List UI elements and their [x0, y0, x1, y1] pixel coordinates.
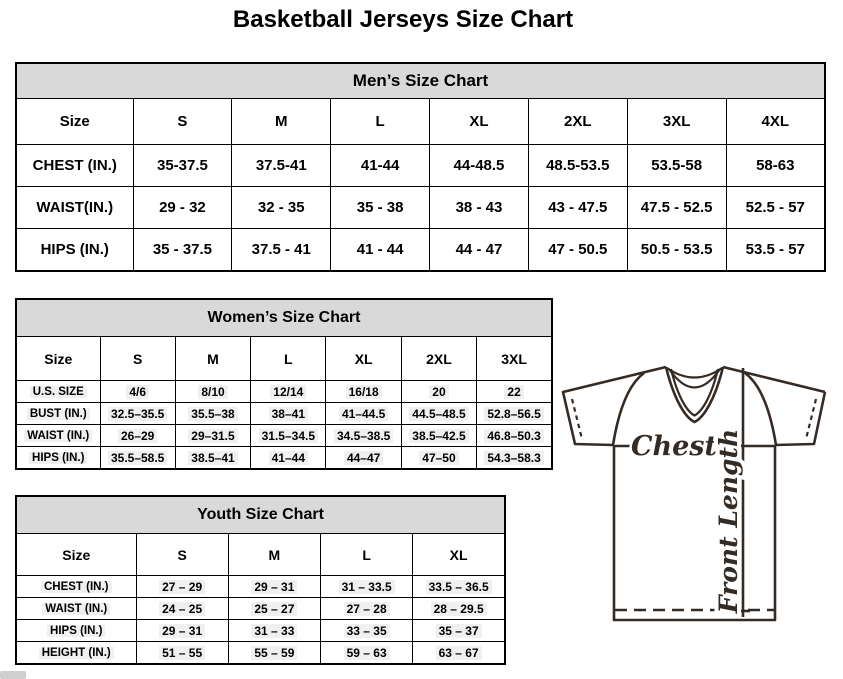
youth-table-row — [16, 598, 505, 620]
womens-value-cell — [175, 425, 250, 447]
mens-value-cell: 48.5-53.5 — [528, 145, 627, 187]
cell-text: HIPS (IN.) — [47, 625, 105, 637]
womens-value-cell — [477, 381, 552, 403]
youth-size-table — [15, 495, 506, 665]
youth-table-title: Youth Size Chart — [16, 496, 505, 534]
youth-value-cell — [136, 576, 228, 598]
cell-text: 27 – 28 — [344, 602, 390, 616]
cell-text: 63 – 67 — [436, 646, 482, 660]
youth-value-cell — [228, 598, 320, 620]
womens-value-cell — [175, 381, 250, 403]
mens-table-row — [16, 229, 825, 272]
mens-column-header: S — [133, 99, 232, 145]
cell-text: 34.5–38.5 — [334, 429, 393, 443]
jersey-outline — [723, 367, 825, 392]
womens-column-header: S — [100, 337, 175, 381]
mens-size-header: Size — [16, 99, 133, 145]
cell-text: 29–31.5 — [188, 429, 237, 443]
mens-value-cell: 35-37.5 — [133, 145, 232, 187]
mens-value-cell: 37.5 - 41 — [232, 229, 331, 272]
youth-column-header: XL — [413, 534, 505, 576]
womens-column-header: L — [251, 337, 326, 381]
mens-table-title: Men’s Size Chart — [16, 63, 825, 99]
womens-table-row — [16, 403, 552, 425]
cell-text: 44–47 — [344, 451, 383, 465]
youth-size-header: Size — [16, 534, 136, 576]
cell-text: 54.3–58.3 — [484, 451, 543, 465]
mens-value-cell: 41 - 44 — [331, 229, 430, 272]
mens-column-header: 4XL — [726, 99, 825, 145]
mens-value-cell: 41-44 — [331, 145, 430, 187]
cell-text: 16/18 — [346, 385, 382, 399]
womens-size-table — [15, 298, 553, 470]
mens-value-cell: 53.5-58 — [627, 145, 726, 187]
cell-text: BUST (IN.) — [27, 408, 90, 420]
womens-value-cell — [100, 425, 175, 447]
cell-text: 33.5 – 36.5 — [426, 580, 492, 594]
mens-row-label: CHEST (IN.) — [16, 145, 133, 187]
youth-value-cell — [321, 576, 413, 598]
womens-value-cell — [251, 381, 326, 403]
womens-table-row — [16, 447, 552, 470]
cell-text: 52.8–56.5 — [484, 407, 543, 421]
mens-value-cell: 44 - 47 — [430, 229, 529, 272]
mens-column-header: M — [232, 99, 331, 145]
cell-text: 25 – 27 — [251, 602, 297, 616]
mens-table-row — [16, 145, 825, 187]
youth-row-label — [16, 598, 136, 620]
youth-value-cell — [413, 620, 505, 642]
cell-text: 47–50 — [419, 451, 458, 465]
mens-size-table — [15, 62, 826, 272]
womens-value-cell — [100, 403, 175, 425]
cell-text: 59 – 63 — [344, 646, 390, 660]
cell-text: 27 – 29 — [159, 580, 205, 594]
cell-text: 12/14 — [270, 385, 306, 399]
mens-value-cell: 29 - 32 — [133, 187, 232, 229]
youth-column-header: M — [228, 534, 320, 576]
cell-text: 24 – 25 — [159, 602, 205, 616]
mens-value-cell: 43 - 47.5 — [528, 187, 627, 229]
womens-column-header: 3XL — [477, 337, 552, 381]
youth-column-header: L — [321, 534, 413, 576]
womens-value-cell — [401, 403, 476, 425]
womens-value-cell — [326, 447, 401, 470]
mens-column-header: L — [331, 99, 430, 145]
youth-value-cell — [228, 642, 320, 665]
cell-text: 35 – 37 — [436, 624, 482, 638]
front-length-label: Front Length — [714, 428, 743, 614]
youth-table-row — [16, 620, 505, 642]
womens-row-label — [16, 381, 100, 403]
cell-text: 55 – 59 — [251, 646, 297, 660]
womens-value-cell — [100, 381, 175, 403]
cell-text: 38–41 — [269, 407, 308, 421]
cell-text: WAIST (IN.) — [42, 603, 110, 615]
mens-value-cell: 38 - 43 — [430, 187, 529, 229]
cell-text: 4/6 — [126, 385, 149, 399]
jersey-body — [614, 445, 775, 620]
cell-text: 35.5–58.5 — [108, 451, 167, 465]
womens-value-cell — [175, 403, 250, 425]
mens-value-cell: 47 - 50.5 — [528, 229, 627, 272]
womens-value-cell — [100, 447, 175, 470]
womens-value-cell — [477, 447, 552, 470]
womens-value-cell — [251, 403, 326, 425]
cell-text: 41–44.5 — [339, 407, 388, 421]
cell-text: 51 – 55 — [159, 646, 205, 660]
womens-value-cell — [251, 447, 326, 470]
mens-column-header: 3XL — [627, 99, 726, 145]
womens-value-cell — [326, 403, 401, 425]
jersey-outline — [775, 392, 825, 445]
cell-text: 31 – 33.5 — [339, 580, 395, 594]
womens-column-header: 2XL — [401, 337, 476, 381]
cell-text: HIPS (IN.) — [29, 452, 87, 464]
mens-value-cell: 35 - 37.5 — [133, 229, 232, 272]
youth-value-cell — [321, 598, 413, 620]
cell-text: 22 — [504, 385, 523, 399]
mens-value-cell: 44-48.5 — [430, 145, 529, 187]
scrollbar-thumb[interactable] — [0, 671, 26, 679]
youth-value-cell — [228, 576, 320, 598]
cell-text: 20 — [429, 385, 448, 399]
cell-text: 46.8–50.3 — [484, 429, 543, 443]
mens-table-row — [16, 187, 825, 229]
cell-text: 38.5–42.5 — [409, 429, 468, 443]
womens-value-cell — [477, 425, 552, 447]
right-cuff-dashed-line — [806, 399, 816, 439]
youth-table-row — [16, 642, 505, 665]
womens-row-label — [16, 447, 100, 470]
cell-text: 32.5–35.5 — [108, 407, 167, 421]
youth-row-label — [16, 642, 136, 665]
youth-value-cell — [413, 576, 505, 598]
cell-text: 31 – 33 — [251, 624, 297, 638]
mens-value-cell: 35 - 38 — [331, 187, 430, 229]
cell-text: CHEST (IN.) — [41, 581, 112, 593]
youth-value-cell — [413, 642, 505, 665]
cell-text: 26–29 — [118, 429, 157, 443]
cell-text: U.S. SIZE — [30, 386, 87, 398]
cell-text: WAIST (IN.) — [24, 430, 92, 442]
womens-value-cell — [175, 447, 250, 470]
womens-row-label — [16, 425, 100, 447]
cell-text: 29 – 31 — [251, 580, 297, 594]
womens-value-cell — [326, 425, 401, 447]
vneck-inner — [671, 369, 718, 416]
cell-text: 38.5–41 — [188, 451, 237, 465]
chest-label: Chest — [631, 431, 717, 462]
womens-column-header: M — [175, 337, 250, 381]
right-sleeve-seam — [745, 373, 776, 445]
jersey-measurement-diagram — [553, 356, 840, 650]
womens-table-row — [16, 381, 552, 403]
youth-value-cell — [136, 598, 228, 620]
womens-column-header: XL — [326, 337, 401, 381]
youth-column-header: S — [136, 534, 228, 576]
youth-value-cell — [136, 620, 228, 642]
cell-text: HEIGHT (IN.) — [39, 647, 114, 659]
cell-text: 33 – 35 — [344, 624, 390, 638]
mens-column-header: XL — [430, 99, 529, 145]
youth-value-cell — [321, 642, 413, 665]
cell-text: 31.5–34.5 — [259, 429, 318, 443]
cell-text: 44.5–48.5 — [409, 407, 468, 421]
womens-value-cell — [401, 381, 476, 403]
cell-text: 35.5–38 — [188, 407, 237, 421]
womens-size-header: Size — [16, 337, 100, 381]
womens-table-row — [16, 425, 552, 447]
womens-value-cell — [251, 425, 326, 447]
mens-value-cell: 53.5 - 57 — [726, 229, 825, 272]
youth-value-cell — [228, 620, 320, 642]
cell-text: 41–44 — [269, 451, 308, 465]
mens-value-cell: 47.5 - 52.5 — [627, 187, 726, 229]
mens-row-label: HIPS (IN.) — [16, 229, 133, 272]
mens-value-cell: 52.5 - 57 — [726, 187, 825, 229]
youth-value-cell — [321, 620, 413, 642]
page-title: Basketball Jerseys Size Chart — [232, 6, 574, 33]
cell-text: 29 – 31 — [159, 624, 205, 638]
mens-column-header: 2XL — [528, 99, 627, 145]
youth-row-label — [16, 576, 136, 598]
cell-text: 28 – 29.5 — [431, 602, 487, 616]
mens-value-cell: 58-63 — [726, 145, 825, 187]
mens-value-cell: 32 - 35 — [232, 187, 331, 229]
mens-value-cell: 37.5-41 — [232, 145, 331, 187]
cell-text: 8/10 — [198, 385, 227, 399]
womens-table-title: Women’s Size Chart — [16, 299, 552, 337]
youth-value-cell — [413, 598, 505, 620]
youth-row-label — [16, 620, 136, 642]
womens-value-cell — [401, 447, 476, 470]
womens-value-cell — [326, 381, 401, 403]
mens-row-label: WAIST(IN.) — [16, 187, 133, 229]
mens-value-cell: 50.5 - 53.5 — [627, 229, 726, 272]
youth-value-cell — [136, 642, 228, 665]
womens-value-cell — [477, 403, 552, 425]
womens-row-label — [16, 403, 100, 425]
youth-table-row — [16, 576, 505, 598]
womens-value-cell — [401, 425, 476, 447]
